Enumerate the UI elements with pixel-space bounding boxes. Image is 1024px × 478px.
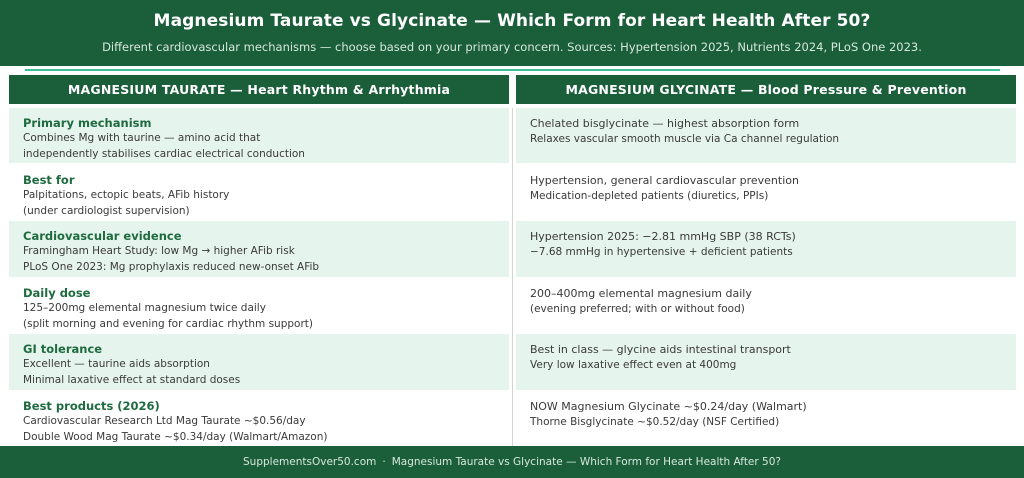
row-text: Relaxes vascular smooth muscle via Ca channel regulation bbox=[530, 132, 840, 145]
row-label: Cardiovascular evidence bbox=[23, 229, 182, 243]
row-text: Thorne Bisglycinate ~$0.52/day (NSF Certified) bbox=[530, 415, 780, 428]
row-text: 200–400mg elemental magnesium daily bbox=[530, 287, 752, 300]
row-label: Best products (2026) bbox=[23, 399, 160, 413]
row-text: Hypertension 2025: −2.81 mmHg SBP (38 RCTs) bbox=[530, 230, 796, 243]
page-header bbox=[0, 0, 1024, 66]
row-text: Excellent — taurine aids absorption bbox=[23, 358, 210, 370]
row-text: (split morning and evening for cardiac rhythm support) bbox=[23, 317, 313, 330]
taurate-row-products bbox=[9, 391, 509, 446]
page-subtitle: Different cardiovascular mechanisms — choose based on your primary concern. Sources: Hypertension 2025, Nutrients 2024, PLoS One 2023. bbox=[102, 40, 922, 54]
row-label: Primary mechanism bbox=[23, 116, 152, 130]
taurate-row-gi-tolerance bbox=[9, 334, 509, 390]
row-label: Best for bbox=[23, 173, 75, 187]
glycinate-column bbox=[516, 75, 1016, 428]
glycinate-column-header: MAGNESIUM GLYCINATE — Blood Pressure & Prevention bbox=[516, 75, 1016, 104]
row-label: GI tolerance bbox=[23, 342, 103, 356]
row-text: Hypertension, general cardiovascular prevention bbox=[530, 174, 799, 187]
row-text: Combines Mg with taurine — amino acid that bbox=[23, 132, 261, 144]
row-text: Framingham Heart Study: low Mg → higher AFib risk bbox=[23, 245, 295, 257]
taurate-column-header: MAGNESIUM TAURATE — Heart Rhythm & Arrhythmia bbox=[9, 75, 509, 104]
glycinate-row-dose bbox=[516, 278, 1016, 334]
row-text: independently stabilises cardiac electrical conduction bbox=[23, 147, 305, 160]
taurate-row-dose bbox=[9, 278, 509, 334]
row-text: 125–200mg elemental magnesium twice daily bbox=[23, 302, 266, 314]
taurate-row-best-for bbox=[9, 165, 509, 221]
column-divider bbox=[512, 108, 513, 446]
footer-site: SupplementsOver50.com bbox=[243, 456, 377, 468]
glycinate-row-products bbox=[516, 391, 1016, 446]
footer-title: Magnesium Taurate vs Glycinate — Which Form for Heart Health After 50? bbox=[391, 456, 781, 468]
row-text: Double Wood Mag Taurate ~$0.34/day (Walmart/Amazon) bbox=[23, 430, 328, 443]
glycinate-row-gi-tolerance bbox=[516, 334, 1016, 390]
row-text: Cardiovascular Research Ltd Mag Taurate ~$0.56/day bbox=[23, 415, 306, 427]
row-text: PLoS One 2023: Mg prophylaxis reduced new-onset AFib bbox=[23, 260, 320, 273]
row-text: −7.68 mmHg in hypertensive + deficient patients bbox=[530, 245, 793, 258]
row-label: Daily dose bbox=[23, 286, 91, 300]
row-text: NOW Magnesium Glycinate ~$0.24/day (Walmart) bbox=[530, 400, 807, 413]
accent-divider bbox=[25, 69, 1000, 71]
row-text: Chelated bisglycinate — highest absorption form bbox=[530, 117, 800, 130]
glycinate-row-evidence bbox=[516, 221, 1016, 277]
taurate-row-mechanism bbox=[9, 108, 509, 163]
page-footer bbox=[0, 446, 1024, 478]
glycinate-row-mechanism bbox=[516, 108, 1016, 163]
row-text: Minimal laxative effect at standard doses bbox=[23, 373, 241, 386]
taurate-column bbox=[9, 75, 509, 443]
row-text: Very low laxative effect even at 400mg bbox=[530, 358, 737, 371]
page-title: Magnesium Taurate vs Glycinate — Which Form for Heart Health After 50? bbox=[153, 11, 871, 31]
row-text: (evening preferred; with or without food) bbox=[530, 302, 745, 315]
row-text: Best in class — glycine aids intestinal transport bbox=[530, 343, 791, 356]
footer-separator: · bbox=[382, 456, 386, 468]
row-text: Palpitations, ectopic beats, AFib history bbox=[23, 189, 230, 201]
taurate-row-evidence bbox=[9, 221, 509, 277]
row-text: (under cardiologist supervision) bbox=[23, 204, 190, 217]
glycinate-row-best-for bbox=[516, 165, 1016, 221]
row-text: Medication-depleted patients (diuretics, PPIs) bbox=[530, 189, 769, 202]
